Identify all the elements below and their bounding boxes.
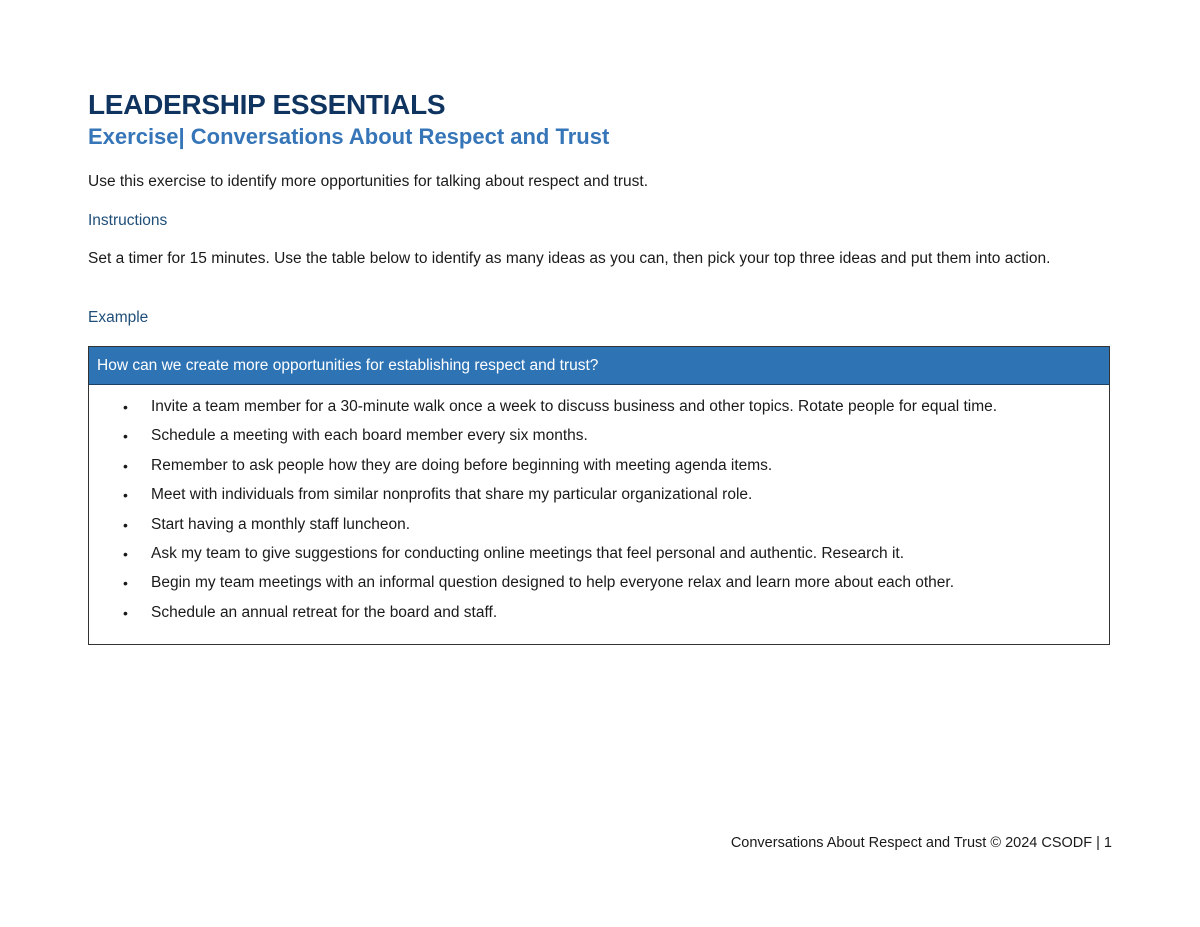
- instructions-text: Set a timer for 15 minutes. Use the table below to identify as many ideas as you can, then pick your top three ideas and put them into action.: [88, 250, 1051, 267]
- list-item: [89, 515, 1109, 544]
- list-item-text: Meet with individuals from similar nonprofits that share my particular organizational role.: [151, 486, 753, 504]
- list-item-text: Schedule an annual retreat for the board and staff.: [151, 603, 498, 621]
- document-title: LEADERSHIP ESSENTIALS: [88, 89, 446, 120]
- subtitle-main: Conversations About Respect and Trust: [190, 124, 610, 149]
- list-item-text: Start having a monthly staff luncheon.: [151, 515, 411, 533]
- list-item: [89, 456, 1109, 485]
- example-table-header: How can we create more opportunities for establishing respect and trust?: [89, 347, 1109, 385]
- example-table: [88, 346, 1110, 645]
- subtitle-prefix: Exercise|: [88, 124, 191, 149]
- bullet-icon: •: [123, 457, 128, 474]
- document-page: [88, 0, 1112, 927]
- list-item-text: Schedule a meeting with each board member every six months.: [151, 427, 588, 445]
- list-item-text: Ask my team to give suggestions for conducting online meetings that feel personal and authentic. Research it.: [151, 544, 905, 562]
- list-item: [89, 397, 1109, 426]
- page-footer: Conversations About Respect and Trust © 2024 CSODF | 1: [730, 835, 1112, 851]
- bullet-icon: •: [123, 428, 128, 445]
- list-item-text: Invite a team member for a 30-minute walk once a week to discuss business and other topics. Rotate people for equal time.: [151, 398, 998, 415]
- list-item: [89, 485, 1109, 514]
- bullet-icon: •: [123, 575, 128, 592]
- bullet-icon: •: [123, 545, 128, 562]
- bullet-icon: •: [123, 399, 128, 415]
- list-item: [89, 544, 1109, 573]
- list-item: [89, 573, 1109, 602]
- example-heading: Example: [88, 309, 149, 326]
- example-list: [89, 385, 1109, 632]
- bullet-icon: •: [123, 487, 128, 504]
- instructions-heading: Instructions: [88, 212, 168, 229]
- list-item-text: Begin my team meetings with an informal question designed to help everyone relax and learn more about each other.: [151, 574, 955, 592]
- list-item: [89, 603, 1109, 632]
- list-item-text: Remember to ask people how they are doing before beginning with meeting agenda items.: [151, 456, 773, 474]
- bullet-icon: •: [123, 516, 128, 533]
- list-item: [89, 426, 1109, 455]
- bullet-icon: •: [123, 604, 128, 621]
- intro-text: Use this exercise to identify more opportunities for talking about respect and trust.: [88, 173, 649, 190]
- document-subtitle: [88, 123, 609, 151]
